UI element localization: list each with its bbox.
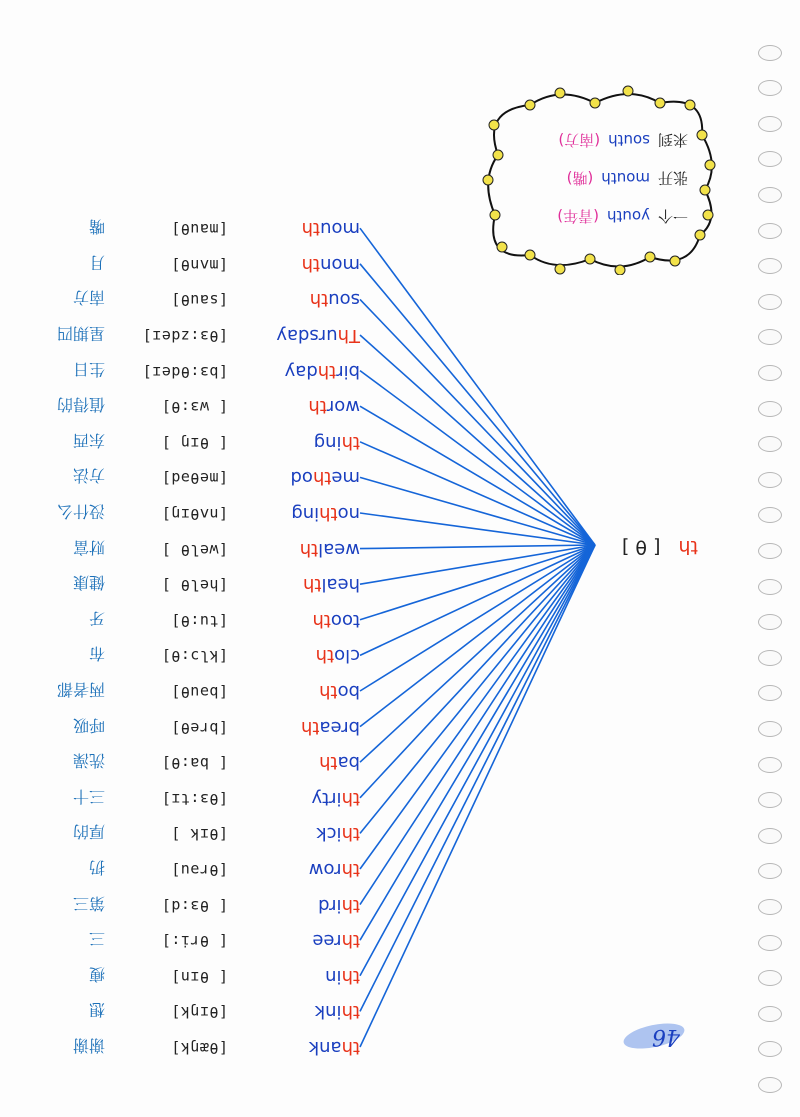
word-meaning: 两者都 xyxy=(56,680,105,699)
word-item xyxy=(240,1037,360,1058)
connector-line xyxy=(360,545,595,549)
word-th: th xyxy=(341,1037,360,1058)
word-ipa: [mauθ] xyxy=(170,220,228,239)
connector-line xyxy=(360,264,595,545)
word-meaning: 东西 xyxy=(72,430,105,450)
cloud-dot xyxy=(555,264,565,274)
word-item xyxy=(240,966,360,987)
cloud-meaning: (嘴) xyxy=(566,169,594,187)
word-ipa: [θɪŋk] xyxy=(170,1003,228,1022)
word-prefix: mon xyxy=(320,253,360,275)
center-label xyxy=(622,536,698,558)
word-suffix: od xyxy=(290,467,313,489)
word-prefix: heal xyxy=(321,574,360,596)
cloud-line xyxy=(488,130,688,151)
word-ipa: [ θɪn] xyxy=(170,967,228,986)
word-th: th xyxy=(319,752,338,774)
cloud-word: south xyxy=(608,131,650,149)
word-item xyxy=(240,610,360,631)
cloud-meaning: (南方) xyxy=(558,131,601,149)
word-item xyxy=(240,1001,360,1022)
word-th: th xyxy=(341,787,360,809)
word-th: Th xyxy=(337,325,360,346)
word-prefix: sou xyxy=(328,289,360,311)
connector-line xyxy=(360,406,595,545)
word-meaning: 布 xyxy=(88,644,105,664)
cloud-dot xyxy=(555,88,565,98)
word-item xyxy=(240,467,360,488)
word-item xyxy=(240,432,360,453)
cloud-dot xyxy=(525,100,535,110)
cloud-meaning: (青年) xyxy=(557,207,600,225)
connector-line xyxy=(360,545,595,1047)
cloud-dot xyxy=(645,252,655,262)
word-meaning: 南方 xyxy=(72,288,105,308)
word-meaning: 星期四 xyxy=(56,324,105,343)
word-item xyxy=(240,254,360,275)
word-th: th xyxy=(317,360,337,382)
connector-line xyxy=(360,477,595,545)
word-meaning: 扔 xyxy=(88,858,105,877)
cloud-dot xyxy=(670,256,680,266)
word-ipa: [sauθ] xyxy=(170,291,228,310)
word-item xyxy=(240,396,360,417)
word-suffix: ree xyxy=(312,930,342,952)
word-ipa: [breθ] xyxy=(170,718,228,737)
connector-line xyxy=(360,545,595,691)
word-item xyxy=(240,823,360,844)
word-ipa: [klɔ:θ] xyxy=(161,647,228,666)
word-ipa: [nʌθɪŋ] xyxy=(161,505,228,523)
cloud-dot xyxy=(700,185,710,195)
word-th: th xyxy=(312,609,331,631)
word-th: th xyxy=(315,645,335,667)
word-item xyxy=(240,681,360,702)
word-item xyxy=(240,788,360,809)
word-meaning: 谢谢 xyxy=(72,1036,105,1055)
cloud-dot xyxy=(695,230,705,240)
word-ipa: [ θɪŋ ] xyxy=(161,433,228,452)
word-th: th xyxy=(341,823,360,845)
cloud-dot xyxy=(590,98,600,108)
word-suffix: ird xyxy=(318,894,342,916)
word-prefix: mou xyxy=(320,218,360,240)
cloud-dot xyxy=(489,120,499,130)
word-meaning: 瘦 xyxy=(88,964,105,984)
word-item xyxy=(240,289,360,310)
word-th: th xyxy=(341,431,360,453)
word-suffix: ing xyxy=(313,431,342,453)
word-suffix: ing xyxy=(291,503,320,524)
word-th: th xyxy=(301,253,321,275)
word-meaning: 三 xyxy=(88,929,105,949)
word-ipa: [ θri:] xyxy=(161,932,228,951)
word-suffix: ink xyxy=(314,1001,342,1023)
word-suffix: ursday xyxy=(276,325,338,346)
cloud-dot xyxy=(697,130,707,140)
word-ipa: [θɜ:zdeɪ] xyxy=(142,327,228,345)
word-prefix: ba xyxy=(337,752,360,774)
word-ipa: [ θɜ:d] xyxy=(161,896,228,915)
cloud-dot xyxy=(623,86,633,96)
word-ipa: [ ba:θ] xyxy=(161,754,228,773)
word-th: th xyxy=(312,467,332,489)
word-meaning: 三十 xyxy=(72,786,105,806)
cloud-dot xyxy=(525,250,535,260)
word-th: th xyxy=(319,681,338,702)
word-suffix: row xyxy=(308,859,342,880)
word-meaning: 想 xyxy=(88,1000,105,1020)
word-ipa: [θɜ:tɪ] xyxy=(161,789,228,808)
word-meaning: 月 xyxy=(88,252,105,272)
word-item xyxy=(240,325,360,346)
cloud-word: mouth xyxy=(601,169,650,187)
word-ipa: [θɪk ] xyxy=(170,825,228,844)
word-th: th xyxy=(301,218,321,240)
word-meaning: 健康 xyxy=(72,573,105,593)
connector-line xyxy=(360,299,595,545)
connector-line xyxy=(360,545,595,727)
word-meaning: 洗澡 xyxy=(72,751,105,771)
cloud-line xyxy=(488,206,688,227)
cloud-dot xyxy=(497,242,507,252)
word-meaning: 厚的 xyxy=(72,822,105,842)
word-suffix: ank xyxy=(308,1037,342,1058)
word-item xyxy=(240,895,360,916)
word-meaning: 值得的 xyxy=(56,395,105,415)
word-th: th xyxy=(341,1001,360,1023)
word-th: th xyxy=(341,965,360,987)
cloud-prefix: 来到 xyxy=(657,131,688,149)
word-meaning: 嘴 xyxy=(88,217,105,237)
word-th: th xyxy=(300,716,320,738)
word-ipa: [meθəd] xyxy=(161,469,228,488)
cloud-line xyxy=(488,168,688,189)
word-item xyxy=(240,752,360,773)
word-item xyxy=(240,503,360,524)
cloud-prefix: 一个 xyxy=(657,207,688,225)
connector-line xyxy=(360,228,595,545)
word-prefix: no xyxy=(337,503,360,524)
connector-line xyxy=(360,335,595,545)
word-th: th xyxy=(308,396,327,418)
word-suffix: in xyxy=(325,965,342,987)
word-item xyxy=(240,930,360,951)
word-item xyxy=(240,574,360,595)
connector-line xyxy=(360,545,595,833)
word-ipa: [bɜ:θdeɪ] xyxy=(142,362,228,381)
word-meaning: 财富 xyxy=(72,537,105,557)
word-prefix: clo xyxy=(334,645,360,667)
word-suffix: ick xyxy=(316,823,342,845)
word-ipa: [θæŋk] xyxy=(170,1039,228,1057)
word-th: th xyxy=(309,289,329,311)
word-meaning: 第三 xyxy=(72,893,105,913)
cloud-dot xyxy=(655,98,665,108)
word-th: th xyxy=(341,894,360,916)
center-symbol: [ θ ] xyxy=(621,536,661,558)
cloud-dot xyxy=(685,100,695,110)
cloud-dot xyxy=(615,265,625,275)
cloud-dot xyxy=(705,160,715,170)
word-suffix: day xyxy=(284,360,318,382)
word-ipa: [welθ ] xyxy=(161,540,228,559)
word-meaning: 呼吸 xyxy=(72,715,105,735)
connector-line xyxy=(360,545,595,869)
word-item xyxy=(240,717,360,738)
word-meaning: 没什么 xyxy=(56,502,105,521)
word-item xyxy=(240,361,360,382)
word-item xyxy=(240,859,360,880)
cloud-dot xyxy=(493,150,503,160)
word-item xyxy=(240,645,360,666)
word-item xyxy=(240,218,360,239)
word-th: th xyxy=(341,859,360,880)
word-th: th xyxy=(303,574,322,596)
cloud-dot xyxy=(585,254,595,264)
word-ipa: [mʌnθ] xyxy=(170,255,228,274)
word-ipa: [θrəu] xyxy=(170,861,228,879)
word-ipa: [ wɜ:θ] xyxy=(161,398,228,417)
word-meaning: 生日 xyxy=(72,359,105,379)
cloud-word: youth xyxy=(607,207,650,225)
connector-line xyxy=(360,545,595,1011)
word-th: th xyxy=(299,538,319,560)
connector-line xyxy=(360,545,595,905)
word-ipa: [helθ ] xyxy=(161,576,228,595)
word-ipa: [bəuθ] xyxy=(170,683,228,701)
cloud-dot xyxy=(703,210,713,220)
word-prefix: me xyxy=(331,467,360,489)
word-meaning: 方法 xyxy=(72,466,105,486)
word-th: th xyxy=(319,503,338,524)
word-prefix: weal xyxy=(318,538,360,560)
connector-line xyxy=(360,545,595,940)
word-prefix: bo xyxy=(337,681,360,702)
word-prefix: bir xyxy=(336,360,360,382)
word-th: th xyxy=(341,930,360,952)
word-prefix: brea xyxy=(319,716,360,738)
word-ipa: [tu:θ] xyxy=(170,611,228,630)
page-number: 46 xyxy=(652,1024,680,1049)
word-meaning: 牙 xyxy=(88,608,105,628)
word-item xyxy=(240,539,360,560)
cloud-prefix: 张开 xyxy=(657,169,688,187)
word-suffix: irty xyxy=(311,787,342,809)
word-prefix: too xyxy=(330,609,360,631)
center-letters: th xyxy=(678,536,698,558)
word-prefix: wor xyxy=(326,396,360,418)
